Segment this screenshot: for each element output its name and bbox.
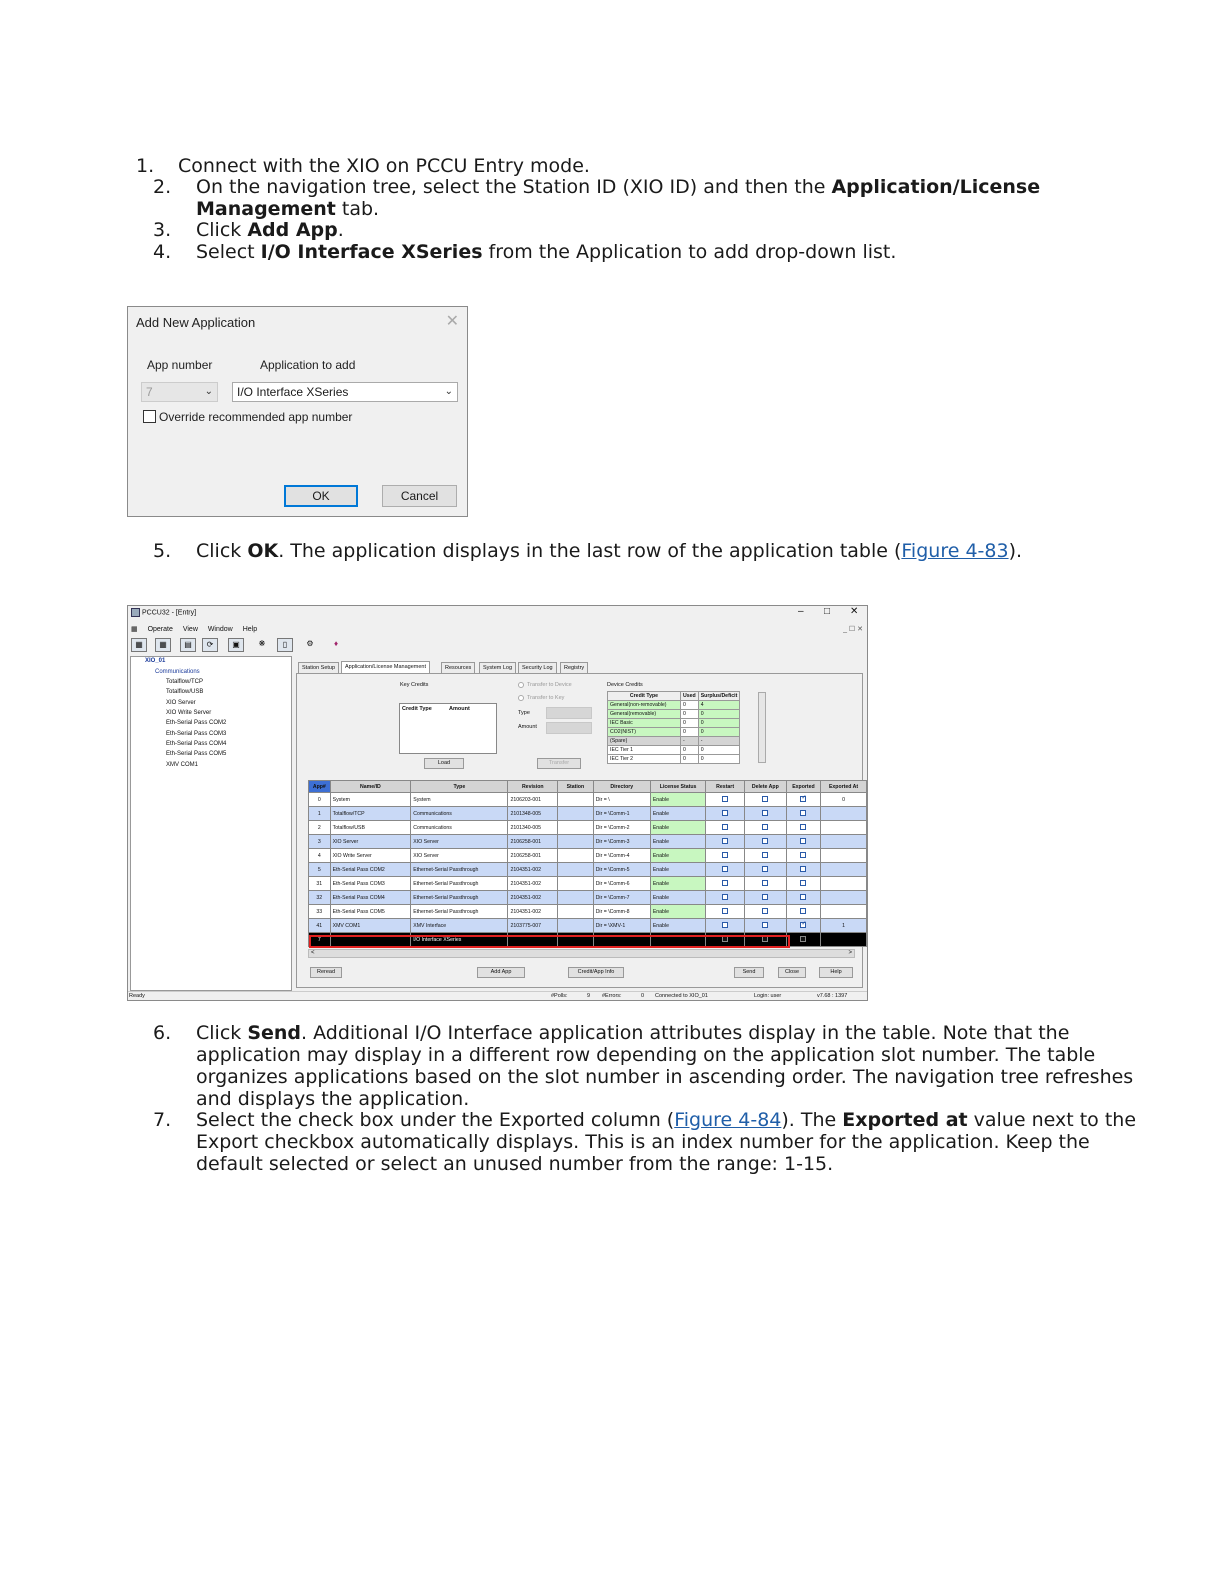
restart-checkbox[interactable]: [722, 852, 728, 858]
app-table-cell: [706, 821, 744, 835]
transfer-to-device-label: Transfer to Device: [527, 682, 572, 688]
app-table-cell: Enable: [650, 891, 706, 905]
key-credits-table: [399, 703, 497, 754]
tree-item[interactable]: Eth-Serial Pass COM5: [166, 751, 227, 757]
device-credit-cell: 0: [681, 701, 699, 710]
device-credit-row: [608, 701, 740, 710]
app-table-header[interactable]: Restart: [706, 781, 744, 793]
restart-checkbox[interactable]: [722, 838, 728, 844]
app-table-cell: [821, 821, 867, 835]
app-table-cell: [744, 905, 786, 919]
tree-root-xio[interactable]: XIO_01: [145, 658, 166, 664]
app-table-cell: 2106258-001: [508, 849, 558, 863]
app-table-cell: Enable: [650, 807, 706, 821]
restart-checkbox[interactable]: [722, 796, 728, 802]
status-ready: Ready: [129, 993, 145, 999]
credit-app-info-button[interactable]: Credit/App Info: [568, 967, 624, 978]
app-table-cell: System: [411, 793, 508, 807]
transfer-to-device-radio[interactable]: [518, 682, 524, 688]
delete-app-checkbox[interactable]: [762, 866, 768, 872]
tree-item[interactable]: XIO Server: [166, 700, 196, 706]
app-table-cell: Totalflow/USB: [330, 821, 411, 835]
refresh-icon[interactable]: ⟳: [202, 638, 218, 652]
app-table-cell: Ethernet-Serial Passthrough: [411, 891, 508, 905]
device-credit-cell: 0: [698, 710, 740, 719]
app-table-cell: Dir = \XMV-1: [593, 919, 650, 933]
exported-checkbox[interactable]: [800, 908, 806, 914]
device-credit-cell: CO2(NIST): [608, 728, 681, 737]
app-table-cell: [821, 891, 867, 905]
app-table-header[interactable]: Exported At: [821, 781, 867, 793]
app-table-cell: [786, 821, 820, 835]
close-icon[interactable]: ✕: [445, 313, 459, 330]
exported-checkbox[interactable]: [800, 894, 806, 900]
app-table-cell: [558, 905, 594, 919]
menu-help[interactable]: Help: [242, 626, 258, 633]
app-table-header[interactable]: Type: [411, 781, 508, 793]
grid-icon[interactable]: ▦: [155, 638, 171, 652]
app-table-cell: [786, 807, 820, 821]
app-table-cell: [786, 877, 820, 891]
menu-icon: ▦: [131, 626, 138, 633]
menu-window[interactable]: Window: [207, 626, 233, 633]
device-credit-cell: 0: [681, 728, 699, 737]
app-table-cell: [744, 877, 786, 891]
navigation-tree: [130, 656, 292, 991]
app-table-cell: 2101340-005: [508, 821, 558, 835]
app-table-cell: Eth-Serial Pass COM2: [330, 863, 411, 877]
delete-app-checkbox[interactable]: [762, 796, 768, 802]
window-title: PCCU32 - [Entry]: [131, 608, 196, 617]
delete-app-checkbox[interactable]: [762, 838, 768, 844]
tab-resources[interactable]: Resources: [441, 662, 475, 673]
chevron-down-icon: ⌄: [204, 386, 213, 397]
exported-checkbox[interactable]: [800, 852, 806, 858]
table-row[interactable]: [309, 821, 867, 835]
app-table-cell: Dir = \Comm-5: [593, 863, 650, 877]
app-table-header[interactable]: Directory: [593, 781, 650, 793]
app-table-cell: 3: [309, 835, 331, 849]
device-credit-cell: (Spare): [608, 737, 681, 746]
status-bar: [128, 991, 868, 1001]
credit-type-header: Credit Type: [402, 706, 432, 712]
table-row[interactable]: [309, 905, 867, 919]
app-table-cell: 5: [309, 863, 331, 877]
device-credit-cell: 0: [681, 755, 699, 764]
app-table-cell: Dir = \Comm-3: [593, 835, 650, 849]
app-table-cell: Eth-Serial Pass COM4: [330, 891, 411, 905]
app-table-cell: 4: [309, 849, 331, 863]
app-table-cell: XIO Server: [411, 835, 508, 849]
app-table-cell: 33: [309, 905, 331, 919]
app-table-cell: [706, 919, 744, 933]
app-table-cell: XMV Interface: [411, 919, 508, 933]
chevron-down-icon: ⌄: [444, 386, 453, 397]
close-window-button[interactable]: ✕: [850, 606, 859, 617]
app-table-cell: [821, 849, 867, 863]
table-row[interactable]: [309, 891, 867, 905]
app-table-cell: [744, 891, 786, 905]
app-table-cell: [786, 793, 820, 807]
exported-checkbox[interactable]: [800, 796, 806, 802]
device-credit-header: Credit Type: [608, 692, 681, 701]
app-table-cell: Dir = \Comm-7: [593, 891, 650, 905]
monitor-icon[interactable]: ▣: [228, 638, 244, 652]
app-table-header[interactable]: Exported: [786, 781, 820, 793]
ok-button[interactable]: OK: [284, 485, 358, 507]
device-credit-cell: 4: [698, 701, 740, 710]
status-login: Login: user: [754, 993, 782, 999]
app-table-cell: [821, 807, 867, 821]
app-table-cell: 2106203-001: [508, 793, 558, 807]
menu-operate[interactable]: Operate: [147, 626, 173, 633]
table-row[interactable]: [309, 919, 867, 933]
app-table-cell: 2104351-002: [508, 863, 558, 877]
app-table-header[interactable]: License Status: [650, 781, 706, 793]
app-table-cell: I/O Interface XSeries: [411, 933, 508, 947]
exported-checkbox[interactable]: [800, 866, 806, 872]
tab-security-log[interactable]: Security Log: [518, 662, 557, 673]
status-version: v7.68 : 1397: [817, 993, 848, 999]
table-row[interactable]: [309, 877, 867, 891]
device-credit-cell: 0: [698, 755, 740, 764]
app-table-cell: 41: [309, 919, 331, 933]
app-table-cell: Communications: [411, 821, 508, 835]
app-table-cell: [744, 835, 786, 849]
device-credits-table: [607, 691, 740, 764]
status-polls-value: 9: [587, 993, 591, 999]
dialog-title: Add New Application: [136, 315, 256, 330]
app-number-label: App number: [147, 358, 213, 372]
app-table-cell: Enable: [650, 919, 706, 933]
app-table-cell: Enable: [650, 821, 706, 835]
app-table-cell: Dir = \: [593, 793, 650, 807]
figure-link[interactable]: Figure 4-83: [901, 540, 1009, 562]
app-table-cell: [744, 793, 786, 807]
reread-button[interactable]: Reread: [310, 967, 342, 978]
device-credit-cell: 0: [698, 746, 740, 755]
app-table-cell: [821, 877, 867, 891]
app-table-header[interactable]: Revision: [508, 781, 558, 793]
close-button[interactable]: Close: [778, 967, 806, 978]
table-row[interactable]: [309, 835, 867, 849]
tab-registry[interactable]: Registry: [560, 662, 588, 673]
device-credit-cell: 0: [681, 746, 699, 755]
device-credit-header: Used: [681, 692, 699, 701]
app-table-cell: [558, 849, 594, 863]
application-table: [308, 780, 867, 947]
app-table-cell: XIO Server: [330, 835, 411, 849]
restart-checkbox[interactable]: [722, 922, 728, 928]
device-credit-row: [608, 746, 740, 755]
app-table-cell: [706, 835, 744, 849]
app-table-cell: 1: [821, 919, 867, 933]
restart-checkbox[interactable]: [722, 824, 728, 830]
exported-checkbox[interactable]: [800, 880, 806, 886]
device-credit-header: Surplus/Deficit: [698, 692, 740, 701]
restart-checkbox[interactable]: [722, 880, 728, 886]
add-app-button[interactable]: Add App: [477, 967, 525, 978]
app-table-header[interactable]: Delete App: [744, 781, 786, 793]
tree-communications[interactable]: Communications: [155, 669, 200, 675]
amount-header: Amount: [449, 706, 470, 712]
device-credit-cell: IEC Tier 1: [608, 746, 681, 755]
app-table-cell: Communications: [411, 807, 508, 821]
app-table-cell: [744, 849, 786, 863]
transfer-to-key-label: Transfer to Key: [527, 695, 565, 701]
app-table-cell: Totalflow/TCP: [330, 807, 411, 821]
app-table-cell: [821, 933, 867, 947]
app-table-cell: Ethernet-Serial Passthrough: [411, 863, 508, 877]
app-table-cell: 32: [309, 891, 331, 905]
app-table-cell: [786, 835, 820, 849]
horizontal-scrollbar[interactable]: [308, 949, 855, 958]
app-table-cell: [744, 919, 786, 933]
station-icon[interactable]: ▦: [131, 638, 147, 652]
application-to-add-label: Application to add: [260, 358, 356, 372]
restart-checkbox[interactable]: [722, 908, 728, 914]
override-checkbox[interactable]: [143, 410, 156, 423]
app-table-cell: [558, 821, 594, 835]
tree-item[interactable]: Eth-Serial Pass COM4: [166, 741, 227, 747]
help-button[interactable]: Help: [819, 967, 853, 978]
setup-icon[interactable]: ⚙: [306, 639, 314, 648]
table-row[interactable]: [309, 863, 867, 877]
transfer-to-key-radio[interactable]: [518, 695, 524, 701]
app-table-cell: 0: [309, 793, 331, 807]
app-table-cell: [706, 807, 744, 821]
mdi-controls[interactable]: _ ☐ ✕: [843, 626, 863, 633]
io-icon[interactable]: ▯: [277, 638, 293, 652]
device-credit-row: [608, 728, 740, 737]
delete-app-checkbox[interactable]: [762, 824, 768, 830]
amount-field[interactable]: [546, 722, 592, 734]
app-table-cell: [744, 807, 786, 821]
tree-item[interactable]: XIO Write Server: [166, 710, 212, 716]
table-row[interactable]: [309, 849, 867, 863]
tab-system-log[interactable]: System Log: [479, 662, 516, 673]
app-table-cell: [558, 877, 594, 891]
app-table-cell: 2106258-001: [508, 835, 558, 849]
app-table-cell: Enable: [650, 835, 706, 849]
device-credit-cell: -: [681, 737, 699, 746]
new-row-highlight: [309, 935, 790, 948]
app-table-cell: Dir = \Comm-8: [593, 905, 650, 919]
app-table-cell: 7: [309, 933, 331, 947]
application-to-add-select[interactable]: I/O Interface XSeries ⌄: [232, 382, 458, 402]
maximize-button[interactable]: □: [824, 606, 831, 617]
type-field[interactable]: [546, 707, 592, 719]
exported-checkbox[interactable]: [800, 838, 806, 844]
app-table-cell: Enable: [650, 877, 706, 891]
device-credit-row: [608, 737, 740, 746]
add-new-application-dialog: [127, 306, 468, 517]
credits-scrollbar[interactable]: [758, 692, 766, 763]
device-credit-cell: IEC Basic: [608, 719, 681, 728]
delete-app-checkbox[interactable]: [762, 852, 768, 858]
device-credit-cell: IEC Tier 2: [608, 755, 681, 764]
app-table-cell: Enable: [650, 905, 706, 919]
device-credit-row: [608, 710, 740, 719]
status-errors-value: 0: [641, 993, 645, 999]
device-credit-cell: 0: [698, 719, 740, 728]
toolbar: [130, 636, 865, 654]
app-table-cell: [558, 919, 594, 933]
delete-app-checkbox[interactable]: [762, 894, 768, 900]
app-table-cell: [706, 891, 744, 905]
scroll-left-icon[interactable]: <: [311, 950, 315, 956]
delete-app-checkbox[interactable]: [762, 810, 768, 816]
status-errors-label: #Errors:: [602, 993, 622, 999]
tree-item[interactable]: Totalflow/USB: [166, 689, 204, 695]
app-table-cell: 2104351-002: [508, 905, 558, 919]
tools-icon[interactable]: ❋: [258, 639, 266, 648]
restart-checkbox[interactable]: [722, 894, 728, 900]
delete-app-checkbox[interactable]: [762, 880, 768, 886]
app-table-cell: Enable: [650, 793, 706, 807]
device-credit-row: [608, 755, 740, 764]
app-table-cell: [706, 905, 744, 919]
app-table-cell: [706, 877, 744, 891]
delete-app-checkbox[interactable]: [762, 922, 768, 928]
app-table-cell: [821, 835, 867, 849]
device-credit-cell: -: [698, 737, 740, 746]
device-credit-cell: 0: [698, 728, 740, 737]
app-table-cell: Enable: [650, 849, 706, 863]
app-number-select[interactable]: 7 ⌄: [141, 382, 218, 402]
load-button[interactable]: Load: [424, 758, 464, 769]
app-table-cell: [706, 849, 744, 863]
figure-link[interactable]: Figure 4-84: [674, 1109, 782, 1131]
status-connection: Connected to XIO_01: [655, 993, 708, 999]
scroll-right-icon[interactable]: >: [848, 950, 852, 956]
app-table-cell: [786, 905, 820, 919]
app-table-cell: XIO Server: [411, 849, 508, 863]
tree-item[interactable]: XMV COM1: [166, 762, 199, 768]
app-table-cell: [558, 793, 594, 807]
tree-item[interactable]: Eth-Serial Pass COM2: [166, 720, 227, 726]
app-table-cell: 2104351-002: [508, 877, 558, 891]
app-table-header[interactable]: App#: [309, 781, 331, 793]
app-table-cell: [706, 793, 744, 807]
table-row[interactable]: [309, 793, 867, 807]
restart-checkbox[interactable]: [722, 810, 728, 816]
app-table-cell: [786, 863, 820, 877]
app-table-cell: 2: [309, 821, 331, 835]
app-table-cell: [558, 891, 594, 905]
calibrate-icon[interactable]: ▤: [180, 638, 196, 652]
app-table-cell: XMV COM1: [330, 919, 411, 933]
app-icon: [131, 608, 140, 617]
pccu-window: [127, 605, 868, 1001]
type-label: Type: [518, 710, 530, 716]
app-table-cell: [558, 807, 594, 821]
app-table-header[interactable]: Station: [558, 781, 594, 793]
override-label: Override recommended app number: [159, 410, 353, 424]
exported-checkbox[interactable]: [800, 936, 806, 942]
app-table-cell: Eth-Serial Pass COM3: [330, 877, 411, 891]
app-table-cell: [786, 849, 820, 863]
app-table-cell: [821, 905, 867, 919]
app-table-cell: Eth-Serial Pass COM5: [330, 905, 411, 919]
app-table-cell: XIO Write Server: [330, 849, 411, 863]
app-table-cell: 1: [309, 807, 331, 821]
delete-app-checkbox[interactable]: [762, 908, 768, 914]
tree-item[interactable]: Totalflow/TCP: [166, 679, 204, 685]
app-table-cell: [786, 933, 820, 947]
exported-checkbox[interactable]: [800, 824, 806, 830]
device-credit-cell: General(removable): [608, 710, 681, 719]
app-table-cell: [744, 863, 786, 877]
app-table-cell: Dir = \Comm-4: [593, 849, 650, 863]
app-table-cell: [558, 835, 594, 849]
device-credit-row: [608, 719, 740, 728]
amount-label: Amount: [518, 724, 537, 730]
restart-checkbox[interactable]: [722, 866, 728, 872]
minimize-button[interactable]: –: [798, 606, 804, 617]
tab-application-license[interactable]: Application/License Management: [341, 661, 430, 673]
app-table-cell: [744, 821, 786, 835]
app-table-cell: System: [330, 793, 411, 807]
exported-checkbox[interactable]: [800, 922, 806, 928]
app-table-cell: [706, 863, 744, 877]
device-credit-cell: 0: [681, 710, 699, 719]
app-table-cell: 2104351-002: [508, 891, 558, 905]
app-table-cell: Enable: [650, 863, 706, 877]
app-table-cell: 0: [821, 793, 867, 807]
app-table-cell: Dir = \Comm-1: [593, 807, 650, 821]
tree-item[interactable]: Eth-Serial Pass COM3: [166, 731, 227, 737]
app-table-cell: [558, 863, 594, 877]
app-table-cell: 31: [309, 877, 331, 891]
tab-station-setup[interactable]: Station Setup: [298, 662, 339, 673]
app-table-cell: Ethernet-Serial Passthrough: [411, 877, 508, 891]
app-table-cell: [786, 891, 820, 905]
menu-view[interactable]: View: [182, 626, 198, 633]
app-table-cell: Dir = \Comm-2: [593, 821, 650, 835]
exported-checkbox[interactable]: [800, 810, 806, 816]
help-book-icon[interactable]: ♦: [333, 639, 339, 648]
app-table-cell: Ethernet-Serial Passthrough: [411, 905, 508, 919]
app-table-cell: Dir = \Comm-6: [593, 877, 650, 891]
transfer-button[interactable]: Transfer: [537, 758, 581, 769]
app-table-header[interactable]: Name/ID: [330, 781, 411, 793]
send-button[interactable]: Send: [734, 967, 764, 978]
menu-bar: [131, 625, 265, 633]
status-polls-label: #Polls:: [551, 993, 568, 999]
device-credits-label: Device Credits: [607, 682, 643, 688]
key-credits-label: Key Credits: [400, 682, 429, 688]
device-credit-cell: General(non-removable): [608, 701, 681, 710]
app-table-cell: 2103775-007: [508, 919, 558, 933]
app-table-cell: [821, 863, 867, 877]
cancel-button[interactable]: Cancel: [382, 485, 457, 507]
app-table-cell: 2101348-005: [508, 807, 558, 821]
app-table-cell: [786, 919, 820, 933]
table-row[interactable]: [309, 807, 867, 821]
device-credit-cell: 0: [681, 719, 699, 728]
